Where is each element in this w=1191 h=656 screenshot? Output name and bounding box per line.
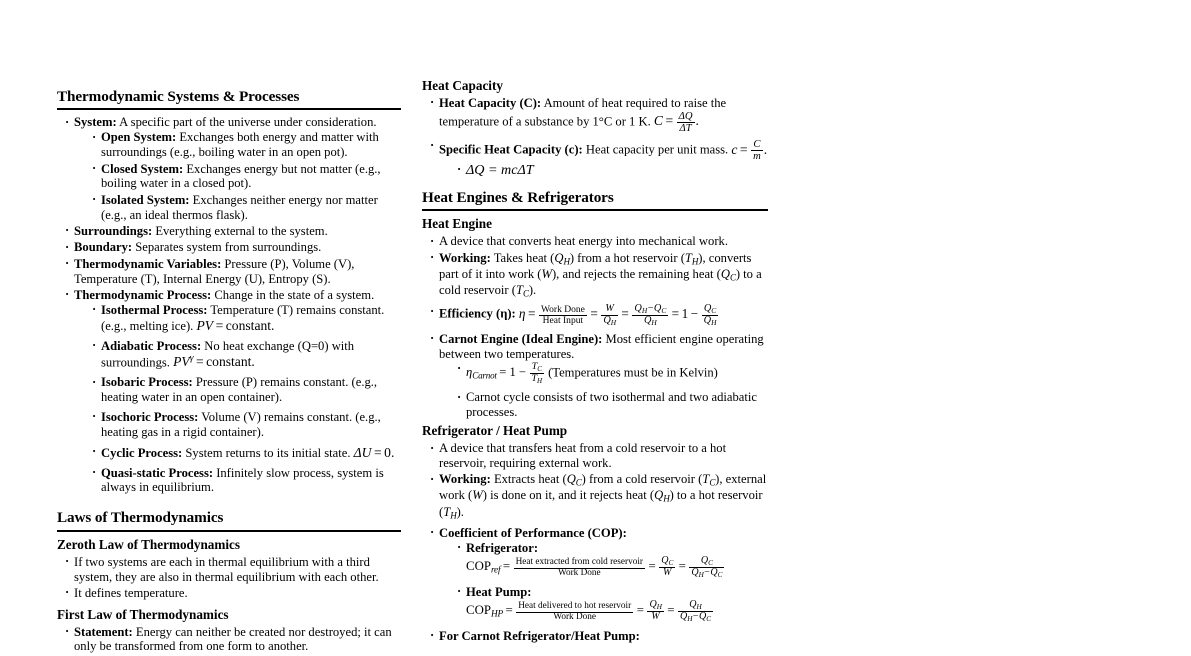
section-heading-heat-engines: Heat Engines & Refrigerators <box>422 188 614 206</box>
number-one: 1 <box>681 305 689 321</box>
term-cop-hp: Heat Pump: <box>466 584 532 599</box>
list-item-cyclic <box>92 445 401 461</box>
text-working-6: ). <box>528 282 537 297</box>
symbol-c: c <box>731 141 738 157</box>
symbol-eta: η <box>518 305 526 321</box>
fraction-qc-qh: $\frac{Q_C}{Q_H}$ <box>703 303 717 328</box>
list-systems <box>57 115 401 495</box>
text-isothermal: Temperature (T) remains constant. (e.g., melting ice). <box>101 302 385 333</box>
fraction-tc-th: $\frac{T_C}{T_H}$ <box>531 360 542 386</box>
list-item-carnot-efficiency <box>457 362 768 386</box>
text-working-2: ) from a hot reservoir ( <box>569 250 685 265</box>
list-item-engine-working <box>430 251 768 300</box>
symbol-w: W <box>472 488 483 503</box>
text-specific-heat-capacity: Heat capacity per unit mass. <box>582 142 732 157</box>
list-item-zeroth-point1: · If two systems are each in thermal equilibrium with a third system, they are also in thermal equilibrium with each other. <box>65 555 401 585</box>
term-efficiency: Efficiency (η): <box>439 306 516 321</box>
formula-cop-ref: $COP_{ref}$ = $\frac{\text{Heat extracted from cold reservoir}}{\text{Work Done}}$ = $\frac{Q_C}{W}$ = $\frac{Q_C}{Q_H-Q_C}$ <box>466 554 723 580</box>
list-item-system <box>65 115 401 222</box>
list-refrigerator <box>422 441 768 644</box>
left-column <box>57 88 401 656</box>
list-item-open-system <box>92 130 401 160</box>
list-heat-capacity <box>422 96 768 179</box>
fraction-work-heat: $\frac{\text{Work Done}}{\text{Heat Input}}$ <box>540 304 585 326</box>
term-adiabatic: Adiabatic Process: <box>101 338 202 353</box>
text-boundary: Separates system from surroundings. <box>132 240 322 255</box>
list-carnot-details <box>439 362 768 421</box>
list-item-isolated-system <box>92 193 401 223</box>
term-statement: Statement: <box>74 624 133 639</box>
list-heat-engine <box>422 234 768 420</box>
section-rule <box>57 108 401 110</box>
symbol-th: $T_H$ <box>684 250 699 267</box>
term-cyclic: Cyclic Process: <box>101 445 183 460</box>
term-carnot-engine: Carnot Engine (Ideal Engine): <box>439 331 603 346</box>
list-item-boundary <box>65 240 401 255</box>
text-heat-capacity: Amount of heat required to raise the temperature of a substance by 1°C or 1 K. <box>439 95 727 129</box>
list-item-efficiency <box>430 304 768 327</box>
formula-carnot-efficiency: $\eta_{Carnot} = 1$ − $\frac{T_C}{T_H}$ <box>466 360 542 386</box>
section-heading-systems-processes: Thermodynamic Systems & Processes <box>57 88 300 105</box>
list-item-isochoric <box>92 410 401 440</box>
subheading-first-law: First Law of Thermodynamics <box>57 606 229 622</box>
fraction-C-m: $\frac{C}{m}$ <box>753 138 761 163</box>
list-dq-formula <box>439 162 768 179</box>
symbol-qh: $Q_H$ <box>554 250 570 267</box>
list-item-specific-heat-capacity <box>430 139 768 179</box>
list-item-cop-refrigerator <box>457 541 768 580</box>
list-cop-formulas <box>439 541 768 624</box>
list-item-isobaric <box>92 375 401 405</box>
list-item-cop-heat-pump <box>457 585 768 624</box>
text-working-4: ), and rejects the remaining heat ( <box>551 266 721 281</box>
list-item-engine-definition: · A device that converts heat energy into mechanical work. <box>430 234 768 249</box>
term-working: Working: <box>439 250 491 265</box>
text-carnot-engine: Most efficient engine operating between two temperatures. <box>439 331 764 361</box>
term-boundary: Boundary: <box>74 240 133 255</box>
text-working-5: ) to a cold reservoir ( <box>439 266 762 297</box>
list-item-variables <box>65 257 401 287</box>
section-rule-heat-engines <box>422 209 768 211</box>
term-carnot-cop: For Carnot Refrigerator/Heat Pump: <box>439 628 640 643</box>
subheading-refrigerator: Refrigerator / Heat Pump <box>422 423 568 439</box>
symbol-tc: $T_C$ <box>515 282 529 299</box>
subheading-heat-capacity: Heat Capacity <box>422 78 503 93</box>
text-ref-working-6: ). <box>456 504 464 519</box>
label-cop-hp: COP <box>466 603 491 618</box>
formula-adiabatic: $PV^\gamma$ = constant. <box>173 353 255 370</box>
term-open-system: Open System: <box>101 130 177 145</box>
list-process-types <box>74 303 401 496</box>
term-process: Thermodynamic Process: <box>74 287 212 302</box>
fraction-w-qh: $\frac{W}{Q_H}$ <box>603 303 616 328</box>
term-isolated-system: Isolated System: <box>101 192 190 207</box>
symbol-qc: $Q_C$ <box>720 266 736 283</box>
text-quasi-static: Infinitely slow process, system is always in equilibrium. <box>101 465 384 495</box>
text-closed-system: Exchanges energy but not matter (e.g., boiling water in a closed pot). <box>101 161 381 191</box>
term-working-refrigerator: Working: <box>439 472 491 487</box>
list-item-heat-capacity <box>430 96 768 134</box>
term-cop-ref: Refrigerator: <box>466 540 539 555</box>
text-isobaric: Pressure (P) remains constant. (e.g., heating water in an open container). <box>101 375 378 404</box>
text-isolated-system: Exchanges neither energy nor matter (e.g., an ideal thermos flask). <box>101 192 378 222</box>
operator-equals: = <box>739 141 748 157</box>
term-isobaric: Isobaric Process: <box>101 375 193 390</box>
symbol-w: W <box>541 266 552 281</box>
text-ref-working-5: ) to a hot reservoir ( <box>439 488 763 519</box>
text-statement: Energy can neither be created nor destroyed; it can only be transformed from one form to another. <box>74 624 392 654</box>
term-quasi-static: Quasi-static Process: <box>101 465 214 480</box>
text-ref-working-2: ) from a cold reservoir ( <box>581 472 703 487</box>
term-variables: Thermodynamic Variables: <box>74 256 222 271</box>
list-item-surroundings <box>65 224 401 239</box>
text-adiabatic: No heat exchange (Q=0) with surroundings. <box>101 338 355 370</box>
section-heading-laws: Laws of Thermodynamics <box>57 509 224 527</box>
term-isochoric: Isochoric Process: <box>101 409 199 424</box>
text-ref-working-1: Extracts heat ( <box>490 472 567 487</box>
fraction-qh-qc-over-qh: $\frac{Q_H-Q_C}{Q_H}$ <box>634 303 667 328</box>
term-closed-system: Closed System: <box>101 161 184 176</box>
section-rule-laws <box>57 530 401 532</box>
list-item-first-statement <box>65 625 401 655</box>
list-item-cop <box>430 526 768 624</box>
text-working-1: Takes heat ( <box>490 250 555 265</box>
formula-cyclic: ΔU = 0. <box>353 444 395 460</box>
symbol-th: $T_H$ <box>443 504 457 521</box>
subheading-zeroth-law: Zeroth Law of Thermodynamics <box>57 536 241 552</box>
text-cyclic: System returns to its initial state. <box>182 445 354 460</box>
right-column <box>422 78 768 645</box>
list-item-isothermal <box>92 303 401 334</box>
text-isochoric: Volume (V) remains constant. (e.g., heating gas in a rigid container). <box>101 409 381 439</box>
text-ref-working-3: ), external work ( <box>439 472 767 503</box>
term-cop: Coefficient of Performance (COP): <box>439 525 627 540</box>
fraction-heat-extracted-work: $\frac{\text{Heat extracted from cold reservoir}}{\text{Work Done}}$ <box>515 557 643 578</box>
fraction-dq-dt: $\frac{\Delta Q}{\Delta T}$ <box>678 110 693 134</box>
formula-specific-heat: c = $\frac{C}{m}$ . <box>731 138 768 163</box>
list-item-carnot-cycle: · Carnot cycle consists of two isothermal and two adiabatic processes. <box>457 390 768 420</box>
formula-isothermal: PV = constant. <box>196 317 275 333</box>
term-isothermal: Isothermal Process: <box>101 302 208 317</box>
text-surroundings: Everything external to the system. <box>152 223 328 238</box>
term-specific-heat-capacity: Specific Heat Capacity (c): <box>439 142 583 157</box>
list-item-refrigerator-definition: · A device that transfers heat from a cold reservoir to a hot reservoir, requiring external work. <box>430 441 768 471</box>
formula-cop-hp: $COP_{HP}$ = $\frac{\text{Heat delivered to hot reservoir}}{\text{Work Done}}$ = $\frac{Q_H}{W}$ = $\frac{Q_H}{Q_H-Q_C}$ <box>466 598 711 624</box>
list-item-refrigerator-working <box>430 472 768 521</box>
fraction-qc-over-qh-minus-qc: $\frac{Q_C}{Q_H-Q_C}$ <box>691 554 723 580</box>
formula-heat-capacity: C = $\frac{\Delta Q}{\Delta T}$ . <box>653 110 699 134</box>
term-heat-capacity: Heat Capacity (C): <box>439 95 542 110</box>
text-carnot-note: (Temperatures must be in Kelvin) <box>548 364 718 379</box>
text-system: A specific part of the universe under consideration. <box>116 115 377 130</box>
text-open-system: Exchanges both energy and matter with surroundings (e.g., boiling water in an open pot). <box>101 130 379 160</box>
list-item-adiabatic <box>92 339 401 370</box>
formula-efficiency: η = $\frac{\text{Work Done}}{\text{Heat Input}}$ = $\frac{W}{Q_H}$ = $\frac{Q_H-Q_C}{Q_H}$ = 1 − $\frac{Q_C}{Q_H}$ <box>518 303 717 328</box>
fraction-qh-over-qh-minus-qc: $\frac{Q_H}{Q_H-Q_C}$ <box>679 598 711 624</box>
fraction-qc-w: $\frac{Q_C}{W}$ <box>661 554 674 579</box>
list-first-law <box>57 625 401 655</box>
list-system-types <box>74 130 401 222</box>
list-item-closed-system <box>92 162 401 192</box>
fraction-heat-delivered-work: $\frac{\text{Heat delivered to hot reservoir}}{\text{Work Done}}$ <box>518 601 632 622</box>
list-item-carnot-cop <box>430 629 768 644</box>
term-system: System: <box>74 115 117 130</box>
list-item-process <box>65 288 401 495</box>
list-item-carnot-engine <box>430 332 768 420</box>
text-ref-working-4: ) is done on it, and it rejects heat ( <box>482 488 655 503</box>
symbol-tc: $T_C$ <box>702 472 716 488</box>
subheading-heat-engine: Heat Engine <box>422 216 492 232</box>
formula-delta-q: ΔQ = mcΔT <box>466 162 534 179</box>
term-surroundings: Surroundings: <box>74 223 153 238</box>
list-item-zeroth-point2: · It defines temperature. <box>65 586 401 601</box>
text-working-3: ), converts part of it into work ( <box>439 250 752 281</box>
text-variables: Pressure (P), Volume (V), Temperature (T), Internal Energy (U), Entropy (S). <box>74 256 355 286</box>
symbol-qc: $Q_C$ <box>566 472 582 488</box>
symbol-C: C <box>653 113 663 129</box>
symbol-qh: $Q_H$ <box>654 488 670 505</box>
text-process: Change in the state of a system. <box>211 287 375 302</box>
fraction-qh-w: $\frac{Q_H}{W}$ <box>649 598 662 623</box>
label-cop: COP <box>466 559 491 574</box>
list-zeroth-law <box>57 555 401 601</box>
operator-equals: = <box>665 113 674 129</box>
list-item-dq-formula <box>457 162 768 179</box>
list-item-quasi-static <box>92 466 401 496</box>
